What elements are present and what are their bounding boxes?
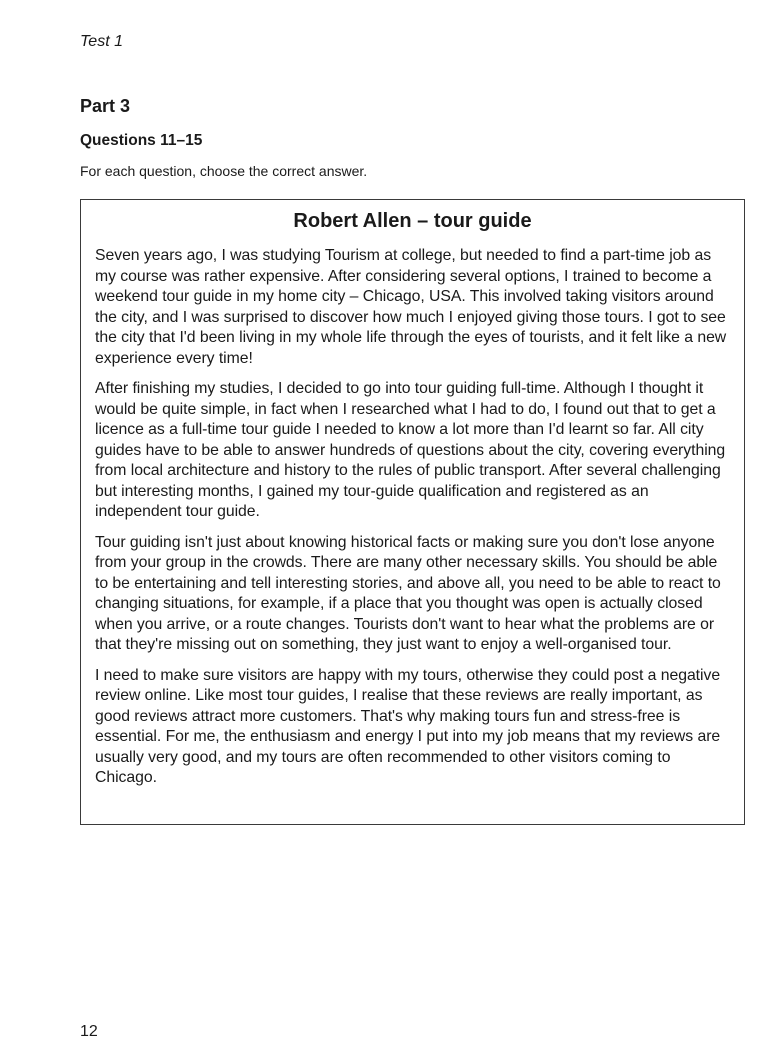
instruction-text: For each question, choose the correct answer. — [80, 163, 368, 179]
part-title: Part 3 — [80, 96, 131, 116]
page-number: 12 — [80, 1023, 98, 1040]
questions-title: Questions 11–15 — [80, 132, 203, 149]
article-paragraph: After finishing my studies, I decided to go into tour guiding full-time. Although I thought it would be quite simple, in fact when I researched what I had to do, I found out that to get a licence as a full-time tour guide I needed to know a lot more than I'd learnt so far. All city guides have to be able to answer hundreds of questions about the city, covering everything from local architecture and history to the rules of public transport. After several challenging but interesting months, I gained my tour-guide qualification and registered as an independent tour guide. — [95, 380, 726, 520]
article-paragraph: I need to make sure visitors are happy with my tours, otherwise they could post a negative review online. Like most tour guides, I realise that these reviews are really important, as good reviews attract more customers. That's why making tours fun and stress-free is essential. For me, the enthusiasm and energy I put into my job means that my reviews are usually very good, and my tours are often recommended to other visitors coming to Chicago. — [95, 666, 721, 786]
article-paragraph: Seven years ago, I was studying Tourism at college, but needed to find a part-time job as my course was rather expensive. After considering several options, I trained to become a weekend tour guide in my home city – Chicago, USA. This involved taking visitors around the city, and I was surprised to discover how much I enjoyed giving those tours. I got to see the city that I'd been living in my whole life through the eyes of tourists, and it felt like a new experience every time! — [95, 247, 727, 367]
article-title: Robert Allen – tour guide — [293, 210, 532, 232]
test-label: Test 1 — [80, 33, 123, 50]
article-box — [80, 199, 745, 825]
article-paragraph: Tour guiding isn't just about knowing historical facts or making sure you don't lose anyone from your group in the crowds. There are many other necessary skills. You should be able to be entertaining and tell interesting stories, and above all, you need to be able to react to changing situations, for example, if a place that you thought was open is actually closed when you arrive, or a route changes. Tourists don't want to hear what the problems are or that they're missing out on something, they just want to enjoy a well-organised tour. — [95, 533, 721, 653]
